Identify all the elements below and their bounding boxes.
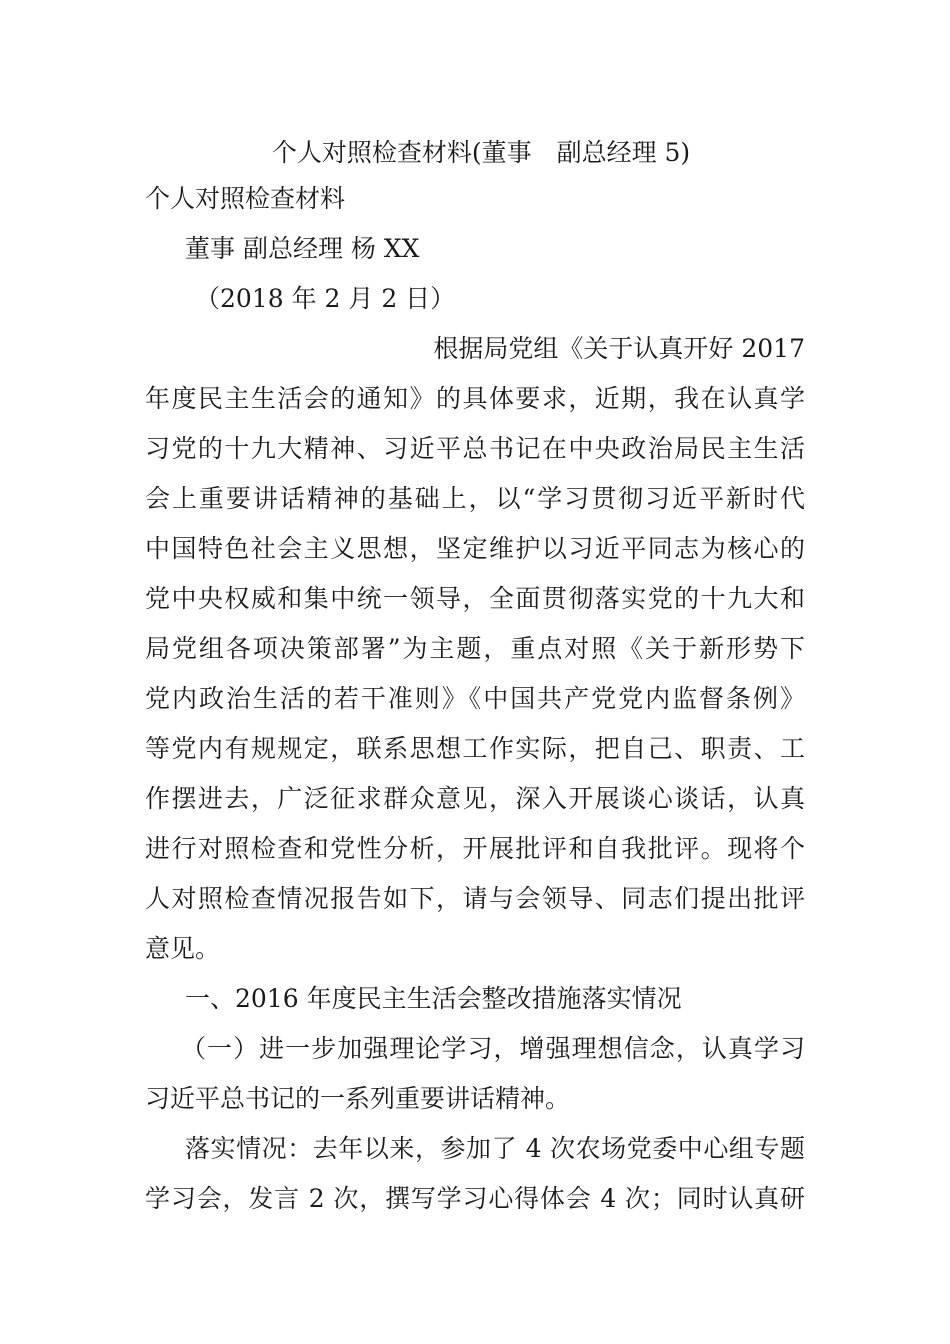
implementation-line: 落实情况：去年以来，参加了 4 次农场党委中心组专题: [185, 1134, 805, 1163]
document-title: 个人对照检查材料(董事 副总经理 5): [271, 138, 691, 167]
intro-paragraph: [145, 324, 805, 974]
document-subtitle: 个人对照检查材料: [145, 184, 346, 213]
intro-line: 习党的十九大精神、习近平总书记在中央政治局民主生活: [145, 434, 805, 463]
section-heading: 一、2016 年度民主生活会整改措施落实情况: [185, 984, 682, 1013]
implementation-line: 学习会，发言 2 次，撰写学习心得体会 4 次；同时认真研: [145, 1184, 805, 1213]
intro-line: 会上重要讲话精神的基础上，以“学习贯彻习近平新时代: [145, 484, 805, 513]
sub-heading-line: （一）进一步加强理论学习，增强理想信念，认真学习: [181, 1034, 805, 1063]
sub-heading-paragraph: [145, 1024, 805, 1124]
intro-line: 根据局党组《关于认真开好 2017: [433, 334, 805, 363]
sub-heading-line: 习近平总书记的一系列重要讲话精神。: [145, 1084, 571, 1113]
intro-line: 进行对照检查和党性分析，开展批评和自我批评。现将个: [145, 834, 805, 863]
intro-line: 人对照检查情况报告如下，请与会领导、同志们提出批评: [145, 884, 805, 913]
intro-line: 年度民主生活会的通知》的具体要求，近期，我在认真学: [145, 384, 805, 413]
date-line: （2018 年 2 月 2 日）: [195, 284, 456, 313]
intro-line: 局党组各项决策部署”为主题，重点对照《关于新形势下: [145, 634, 805, 663]
intro-line: 中国特色社会主义思想，坚定维护以习近平同志为核心的: [145, 534, 805, 563]
author-line: 董事 副总经理 杨 XX: [185, 234, 420, 263]
intro-line: 党中央权威和集中统一领导，全面贯彻落实党的十九大和: [145, 584, 805, 613]
intro-line: 等党内有规规定，联系思想工作实际，把自己、职责、工: [145, 734, 805, 763]
document-page: [145, 128, 805, 1224]
intro-line: 党内政治生活的若干准则》《中国共产党党内监督条例》: [145, 684, 805, 713]
intro-line: 意见。: [145, 934, 221, 963]
implementation-paragraph: [145, 1124, 805, 1224]
intro-line: 作摆进去，广泛征求群众意见，深入开展谈心谈话，认真: [145, 784, 805, 813]
